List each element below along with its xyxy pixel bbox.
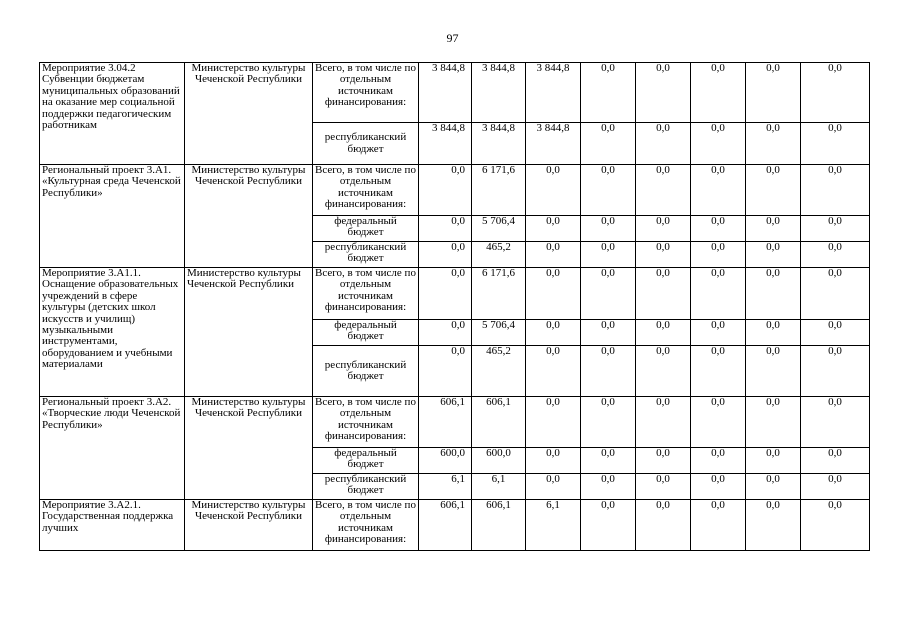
value-cell: 0,0 <box>636 346 691 397</box>
value-cell: 0,0 <box>581 63 636 123</box>
responsible-cell: Министерство культуры Чеченской Республики <box>185 63 313 165</box>
value-cell: 6,1 <box>526 500 581 551</box>
value-cell: 0,0 <box>691 320 746 346</box>
value-cell: 5 706,4 <box>472 320 526 346</box>
table-row <box>40 268 870 320</box>
value-cell: 0,0 <box>691 448 746 474</box>
funding-source-cell: Всего, в том числе по отдельным источникам финансирования: <box>313 397 419 448</box>
value-cell: 0,0 <box>801 216 870 242</box>
value-cell: 0,0 <box>581 268 636 320</box>
value-cell: 0,0 <box>801 320 870 346</box>
value-cell: 465,2 <box>472 346 526 397</box>
value-cell: 600,0 <box>419 448 472 474</box>
value-cell: 0,0 <box>746 123 801 165</box>
value-cell: 3 844,8 <box>472 63 526 123</box>
value-cell: 3 844,8 <box>526 63 581 123</box>
value-cell: 0,0 <box>526 448 581 474</box>
value-cell: 0,0 <box>691 123 746 165</box>
value-cell: 0,0 <box>636 474 691 500</box>
value-cell: 0,0 <box>691 500 746 551</box>
value-cell: 0,0 <box>691 165 746 216</box>
value-cell: 0,0 <box>691 63 746 123</box>
value-cell: 606,1 <box>419 500 472 551</box>
value-cell: 0,0 <box>691 474 746 500</box>
value-cell: 0,0 <box>636 165 691 216</box>
value-cell: 0,0 <box>419 165 472 216</box>
value-cell: 0,0 <box>419 346 472 397</box>
value-cell: 6,1 <box>472 474 526 500</box>
value-cell: 0,0 <box>801 123 870 165</box>
event-name-cell: Мероприятие 3.А1.1. Оснащение образовательных учреждений в сфере культуры (детских школ искусств и училищ) музыкальными инструментами, оборудованием и учебными материалами <box>40 268 185 397</box>
funding-source-cell: республиканский бюджет <box>313 123 419 165</box>
value-cell: 0,0 <box>581 397 636 448</box>
table-row <box>40 165 870 216</box>
table-row <box>40 63 870 123</box>
value-cell: 0,0 <box>526 216 581 242</box>
value-cell: 0,0 <box>526 320 581 346</box>
value-cell: 0,0 <box>581 165 636 216</box>
value-cell: 0,0 <box>526 346 581 397</box>
funding-source-cell: федеральный бюджет <box>313 216 419 242</box>
value-cell: 606,1 <box>472 500 526 551</box>
value-cell: 600,0 <box>472 448 526 474</box>
value-cell: 0,0 <box>746 63 801 123</box>
value-cell: 0,0 <box>419 242 472 268</box>
value-cell: 6 171,6 <box>472 268 526 320</box>
value-cell: 0,0 <box>801 242 870 268</box>
funding-source-cell: республиканский бюджет <box>313 346 419 397</box>
event-name-cell: Региональный проект 3.А1. «Культурная среда Чеченской Республики» <box>40 165 185 268</box>
value-cell: 0,0 <box>526 165 581 216</box>
value-cell: 606,1 <box>419 397 472 448</box>
page-number: 97 <box>446 31 459 45</box>
value-cell: 0,0 <box>526 268 581 320</box>
funding-source-cell: федеральный бюджет <box>313 448 419 474</box>
value-cell: 0,0 <box>636 242 691 268</box>
value-cell: 0,0 <box>746 268 801 320</box>
funding-source-cell: Всего, в том числе по отдельным источникам финансирования: <box>313 268 419 320</box>
value-cell: 465,2 <box>472 242 526 268</box>
value-cell: 0,0 <box>636 448 691 474</box>
value-cell: 0,0 <box>636 397 691 448</box>
value-cell: 0,0 <box>801 346 870 397</box>
value-cell: 6,1 <box>419 474 472 500</box>
value-cell: 0,0 <box>801 448 870 474</box>
responsible-cell: Министерство культуры Чеченской Республики <box>185 268 313 397</box>
funding-source-cell: Всего, в том числе по отдельным источникам финансирования: <box>313 165 419 216</box>
value-cell: 0,0 <box>746 474 801 500</box>
value-cell: 0,0 <box>526 474 581 500</box>
value-cell: 0,0 <box>636 268 691 320</box>
funding-source-cell: республиканский бюджет <box>313 242 419 268</box>
value-cell: 0,0 <box>691 242 746 268</box>
value-cell: 0,0 <box>691 268 746 320</box>
value-cell: 0,0 <box>581 474 636 500</box>
value-cell: 0,0 <box>801 63 870 123</box>
value-cell: 3 844,8 <box>419 63 472 123</box>
value-cell: 0,0 <box>746 448 801 474</box>
responsible-cell: Министерство культуры Чеченской Республики <box>185 165 313 268</box>
value-cell: 0,0 <box>419 320 472 346</box>
value-cell: 606,1 <box>472 397 526 448</box>
value-cell: 0,0 <box>636 500 691 551</box>
event-name-cell: Мероприятие 3.04.2 Субвенции бюджетам муниципальных образований на оказание мер социальной поддержки педагогическим работникам <box>40 63 185 165</box>
value-cell: 0,0 <box>581 123 636 165</box>
value-cell: 0,0 <box>746 320 801 346</box>
responsible-cell: Министерство культуры Чеченской Республики <box>185 500 313 551</box>
financing-table <box>39 62 870 551</box>
value-cell: 0,0 <box>581 346 636 397</box>
value-cell: 0,0 <box>801 474 870 500</box>
table-row <box>40 500 870 551</box>
value-cell: 0,0 <box>691 397 746 448</box>
value-cell: 0,0 <box>801 397 870 448</box>
funding-source-cell: республиканский бюджет <box>313 474 419 500</box>
event-name-cell: Региональный проект 3.А2. «Творческие люди Чеченской Республики» <box>40 397 185 500</box>
value-cell: 0,0 <box>691 216 746 242</box>
value-cell: 3 844,8 <box>419 123 472 165</box>
value-cell: 0,0 <box>419 268 472 320</box>
value-cell: 0,0 <box>636 216 691 242</box>
value-cell: 0,0 <box>636 320 691 346</box>
value-cell: 0,0 <box>581 216 636 242</box>
value-cell: 0,0 <box>581 448 636 474</box>
value-cell: 0,0 <box>801 500 870 551</box>
value-cell: 0,0 <box>581 320 636 346</box>
value-cell: 0,0 <box>746 397 801 448</box>
value-cell: 0,0 <box>746 216 801 242</box>
value-cell: 0,0 <box>581 242 636 268</box>
funding-source-cell: Всего, в том числе по отдельным источникам финансирования: <box>313 500 419 551</box>
value-cell: 0,0 <box>801 165 870 216</box>
value-cell: 0,0 <box>801 268 870 320</box>
value-cell: 0,0 <box>636 63 691 123</box>
funding-source-cell: Всего, в том числе по отдельным источникам финансирования: <box>313 63 419 123</box>
value-cell: 0,0 <box>636 123 691 165</box>
funding-source-cell: федеральный бюджет <box>313 320 419 346</box>
value-cell: 0,0 <box>746 500 801 551</box>
value-cell: 3 844,8 <box>472 123 526 165</box>
table-row <box>40 397 870 448</box>
value-cell: 0,0 <box>691 346 746 397</box>
value-cell: 0,0 <box>581 500 636 551</box>
value-cell: 0,0 <box>746 242 801 268</box>
value-cell: 0,0 <box>746 346 801 397</box>
value-cell: 0,0 <box>419 216 472 242</box>
value-cell: 6 171,6 <box>472 165 526 216</box>
value-cell: 0,0 <box>526 242 581 268</box>
value-cell: 3 844,8 <box>526 123 581 165</box>
value-cell: 0,0 <box>526 397 581 448</box>
value-cell: 5 706,4 <box>472 216 526 242</box>
responsible-cell: Министерство культуры Чеченской Республики <box>185 397 313 500</box>
value-cell: 0,0 <box>746 165 801 216</box>
event-name-cell: Мероприятие 3.А2.1. Государственная поддержка лучших <box>40 500 185 551</box>
